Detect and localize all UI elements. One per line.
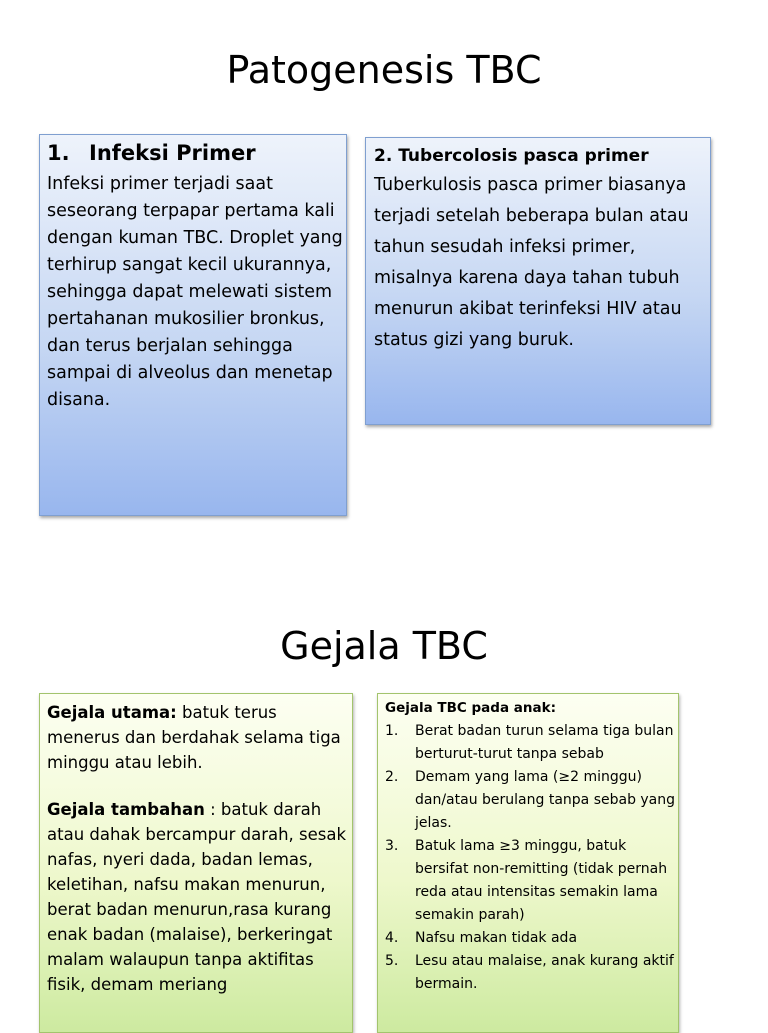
list-item-number: 2.	[385, 769, 399, 785]
heading-number: 1.	[47, 141, 70, 165]
gejala-anak-heading: Gejala TBC pada anak:	[385, 700, 556, 716]
pasca-primer-box	[365, 137, 711, 425]
infeksi-primer-text: Infeksi primer terjadi saat seseorang terpapar pertama kali dengan kuman TBC. Droplet yang terhirup sangat kecil ukurannya, sehingga dapat melewati sistem pertahanan mukosilier bronkus, dan terus berjalan sehingga sampai di alveolus dan menetap disana.	[47, 174, 343, 410]
gejala-anak-box	[377, 693, 679, 1033]
list-item-text: Berat badan turun selama tiga bulan berturut-turut tanpa sebab	[415, 723, 674, 762]
list-item	[385, 835, 678, 927]
gejala-utama-label: Gejala utama:	[47, 703, 177, 722]
infeksi-primer-box	[39, 134, 347, 516]
list-item-text: Nafsu makan tidak ada	[415, 930, 578, 946]
list-item-number: 1.	[385, 723, 399, 739]
gejala-tambahan-text: : batuk darah atau dahak bercampur darah, sesak nafas, nyeri dada, badan lemas, keletihan, nafsu makan menurun, berat badan menurun,rasa kurang enak badan (malaise), berkeringat malam walaupun tanpa aktifitas fisik, demam meriang	[47, 800, 347, 994]
heading-text: Infeksi Primer	[89, 141, 256, 165]
slide-title-patogenesis: Patogenesis TBC	[226, 48, 542, 92]
list-item-text: Lesu atau malaise, anak kurang aktif bermain.	[415, 953, 674, 992]
gejala-box	[39, 693, 353, 1033]
pasca-primer-heading: 2. Tubercolosis pasca primer	[374, 146, 649, 166]
gejala-tambahan-label: Gejala tambahan	[47, 800, 205, 819]
gejala-anak-list	[385, 720, 678, 996]
list-item-text: Batuk lama ≥3 minggu, batuk bersifat non-remitting (tidak pernah reda atau intensitas semakin lama semakin parah)	[415, 838, 668, 923]
gejala-utama-paragraph	[47, 700, 352, 775]
gejala-tambahan-paragraph	[47, 797, 352, 997]
infeksi-primer-heading	[47, 141, 346, 165]
list-item	[385, 927, 678, 950]
slide-title-gejala: Gejala TBC	[280, 624, 488, 668]
list-item	[385, 720, 678, 766]
list-item-number: 5.	[385, 953, 399, 969]
list-item	[385, 766, 678, 835]
list-item-number: 4.	[385, 930, 399, 946]
list-item-number: 3.	[385, 838, 399, 854]
list-item-text: Demam yang lama (≥2 minggu) dan/atau berulang tanpa sebab yang jelas.	[415, 769, 676, 831]
gejala-utama-text: batuk terus menerus dan berdahak selama tiga minggu atau lebih.	[47, 703, 341, 772]
list-item	[385, 950, 678, 996]
pasca-primer-text: Tuberkulosis pasca primer biasanya terjadi setelah beberapa bulan atau tahun sesudah infeksi primer, misalnya karena daya tahan tubuh menurun akibat terinfeksi HIV atau status gizi yang buruk.	[374, 175, 689, 350]
